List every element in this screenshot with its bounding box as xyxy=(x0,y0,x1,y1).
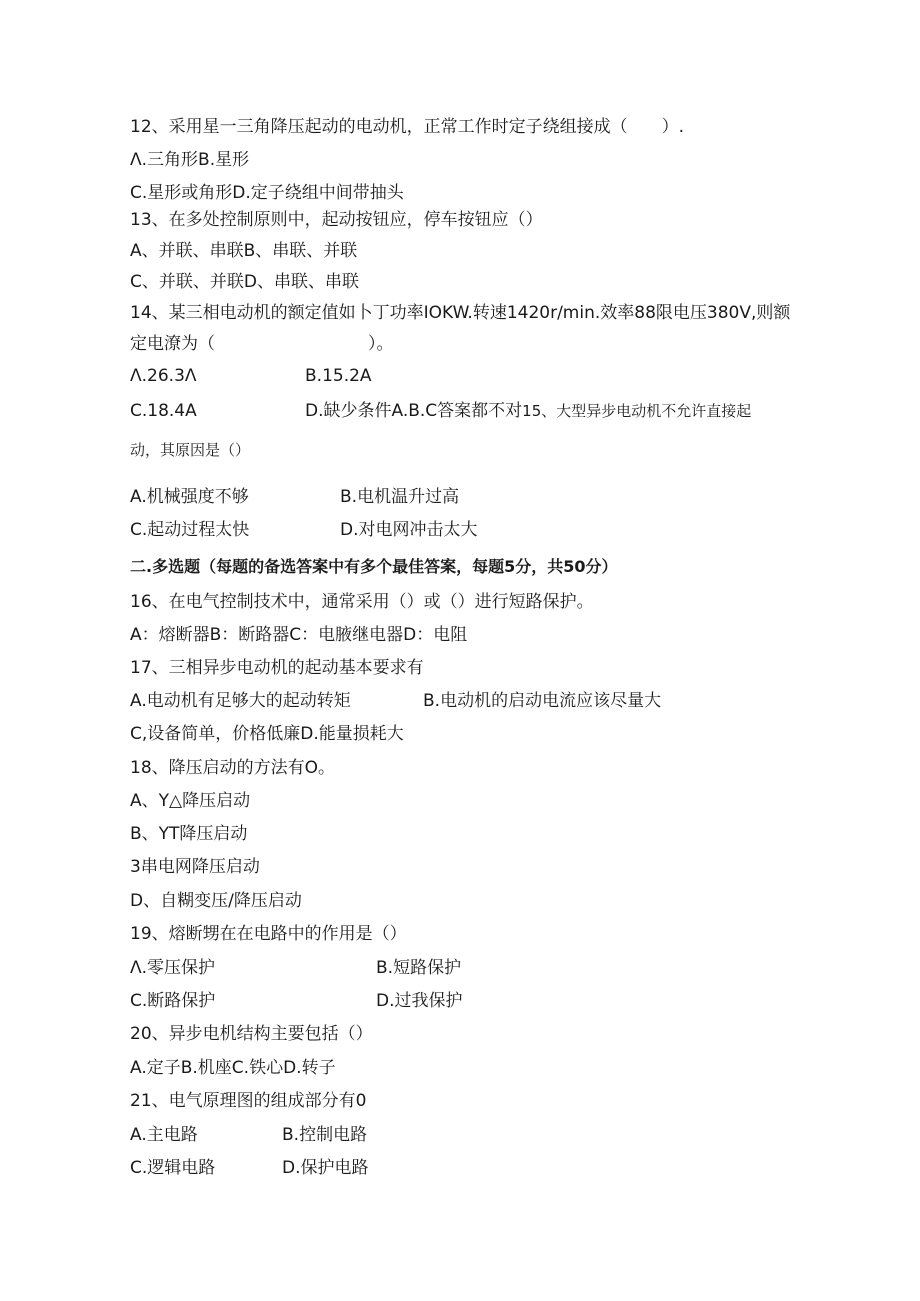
q18-option-a: A、Y△降压启动 xyxy=(130,791,251,811)
q14-option-b: B.15.2A xyxy=(305,366,372,386)
q12-options-ab: Λ.三角形B.星形 xyxy=(130,150,250,170)
q14-option-d-text: D.缺少条件A.B.C答案都不对 xyxy=(305,401,523,421)
q13-stem: 13、在多处控制原则中，起动按钮应，停车按钮应（） xyxy=(130,210,543,230)
q21-stem: 21、电气原理图的组成部分有0 xyxy=(130,1091,367,1111)
q18-stem: 18、降压启动的方法有O。 xyxy=(130,758,336,778)
q12-options-cd: C.星形或角形D.定子绕组中间带抽头 xyxy=(130,183,404,203)
q14-stem-line1: 14、某三相电动机的额定值如卜丁功率IOKW.转速1420r∕min.效率88限电压380V,则额 xyxy=(130,303,791,323)
q21-option-d: D.保护电路 xyxy=(282,1158,369,1178)
q18-option-d: D、自糊变压/降压启动 xyxy=(130,891,302,911)
q17-stem: 17、三相异步电动机的起动基本要求有 xyxy=(130,658,424,678)
q15-option-c: C.起动过程太快 xyxy=(130,520,250,540)
q15-option-d: D.对电网冲击太大 xyxy=(340,520,478,540)
q21-option-c: C.逻辑电路 xyxy=(130,1158,216,1178)
q17-option-b: B.电动机的启动电流应该尽量大 xyxy=(423,691,662,711)
q18-option-b: B、YT降压启动 xyxy=(130,824,248,844)
q12-stem: 12、采用星一三角降压起动的电动机，正常工作时定子绕组接成（ ）. xyxy=(130,117,685,137)
q14-option-a: Λ.26.3Λ xyxy=(130,366,197,386)
q19-option-a: Λ.零压保护 xyxy=(130,958,216,978)
q19-option-d: D.过我保护 xyxy=(376,991,463,1011)
q16-options: A：熔断器B：断路器C：电腋继电器D：电阻 xyxy=(130,625,468,645)
q17-option-a: A.电动机有足够大的起动转矩 xyxy=(130,691,351,711)
q19-stem: 19、熔断甥在在电路中的作用是（） xyxy=(130,924,407,944)
q13-options-ab: A、并联、串联B、串联、并联 xyxy=(130,241,358,261)
q20-stem: 20、异步电机结构主要包括（） xyxy=(130,1024,373,1044)
q19-option-b: B.短路保护 xyxy=(376,958,462,978)
q14-option-c: C.18.4A xyxy=(130,401,197,421)
q16-stem: 16、在电气控制技术中，通常采用（）或（）进行短路保护。 xyxy=(130,592,594,612)
q15-option-b: B.电机温升过高 xyxy=(340,487,460,507)
q20-options: A.定子B.机座C.铁心D.转子 xyxy=(130,1058,336,1078)
q14-stem-line2: 定电潦为（ ）。 xyxy=(130,334,394,354)
q13-options-cd: C、并联、并联D、串联、串联 xyxy=(130,272,359,292)
q21-option-b: B.控制电路 xyxy=(282,1125,368,1145)
q18-option-c: 3串电网降压启动 xyxy=(130,857,260,877)
q14-option-d xyxy=(305,400,751,422)
q15-stem-tail: 动，其原因是（） xyxy=(130,441,251,459)
q15-stem-head: 15、大型异步电动机不允许直接起 xyxy=(522,402,752,420)
q19-option-c: C.断路保护 xyxy=(130,991,216,1011)
q21-option-a: A.主电路 xyxy=(130,1125,198,1145)
q15-option-a: A.机械强度不够 xyxy=(130,487,249,507)
q17-options-cd: C,设备简单，价格低廉D.能量损耗大 xyxy=(130,724,404,744)
section-heading: 二.多选题（每题的备选答案中有多个最佳答案，每题5分，共50分） xyxy=(130,557,618,576)
